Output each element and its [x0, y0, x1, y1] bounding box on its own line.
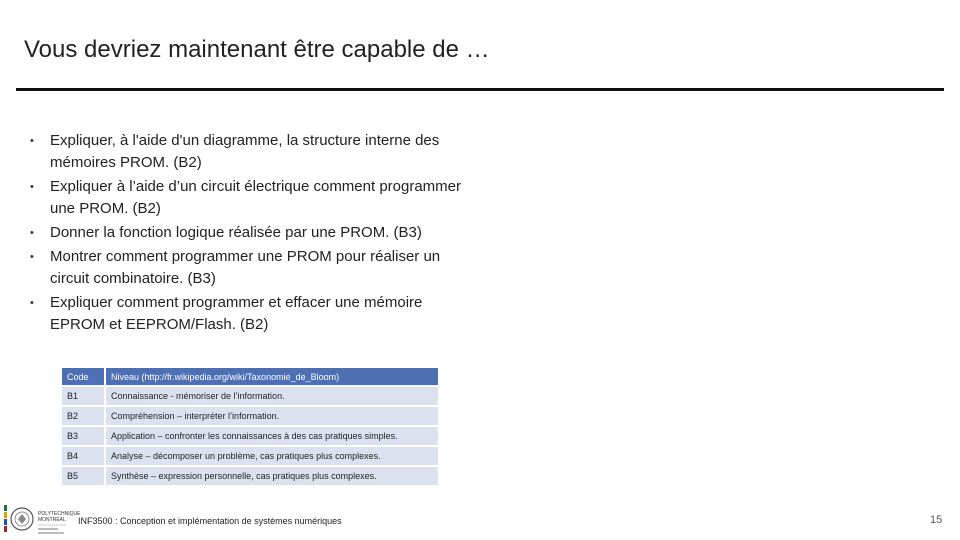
list-item	[30, 222, 480, 244]
logo-text-line-1: POLYTECHNIQUE	[38, 511, 81, 517]
table-row	[62, 427, 438, 445]
code-cell: B5	[62, 467, 106, 485]
level-cell: Compréhension – interpréter l’information.	[106, 407, 438, 425]
bullet-text: Montrer comment programmer une PROM pour réaliser un circuit combinatoire. (B3)	[50, 248, 441, 287]
bullet-text: Expliquer comment programmer et effacer une mémoire EPROM et EEPROM/Flash. (B2)	[50, 294, 423, 333]
bullet-icon: •	[30, 297, 34, 309]
list-item	[30, 176, 480, 220]
bullet-icon: •	[30, 251, 34, 263]
level-cell: Synthèse – expression personnelle, cas pratiques plus complexes.	[106, 467, 438, 485]
course-footer: INF3500 : Conception et implémentation de systèmes numériques	[78, 516, 342, 526]
code-cell: B4	[62, 447, 106, 465]
list-item	[30, 246, 480, 290]
logo-text-line-2: MONTRÉAL	[38, 517, 66, 523]
list-item	[30, 292, 480, 336]
slide-title: Vous devriez maintenant être capable de …	[24, 36, 490, 63]
bullet-text: Donner la fonction logique réalisée par une PROM. (B3)	[50, 224, 422, 241]
bullet-text: Expliquer, à l'aide d'un diagramme, la structure interne des mémoires PROM. (B2)	[50, 132, 440, 171]
bullet-icon: •	[30, 181, 34, 193]
level-cell: Analyse – décomposer un problème, cas pratiques plus complexes.	[106, 447, 438, 465]
page-number: 15	[930, 514, 943, 526]
bullet-icon: •	[30, 227, 34, 239]
table-row	[62, 407, 438, 425]
bloom-taxonomy-table	[62, 366, 438, 487]
code-cell: B3	[62, 427, 106, 445]
column-header-niveau: Niveau (http://fr.wikipedia.org/wiki/Taxonomie_de_Bloom)	[106, 368, 438, 385]
level-cell: Application – confronter les connaissances à des cas pratiques simples.	[106, 427, 438, 445]
polytechnique-logo	[4, 503, 81, 537]
code-cell: B1	[62, 387, 106, 405]
title-divider	[16, 88, 944, 91]
table-row	[62, 387, 438, 405]
table-header-row	[62, 368, 438, 385]
bullet-icon: •	[30, 135, 34, 147]
level-cell: Connaissance - mémoriser de l’information.	[106, 387, 438, 405]
table-row	[62, 447, 438, 465]
objectives-list	[30, 130, 480, 336]
list-item	[30, 130, 480, 174]
bullet-text: Expliquer à l’aide d’un circuit électrique comment programmer une PROM. (B2)	[50, 178, 462, 217]
table-row	[62, 467, 438, 485]
column-header-code: Code	[62, 368, 106, 385]
code-cell: B2	[62, 407, 106, 425]
